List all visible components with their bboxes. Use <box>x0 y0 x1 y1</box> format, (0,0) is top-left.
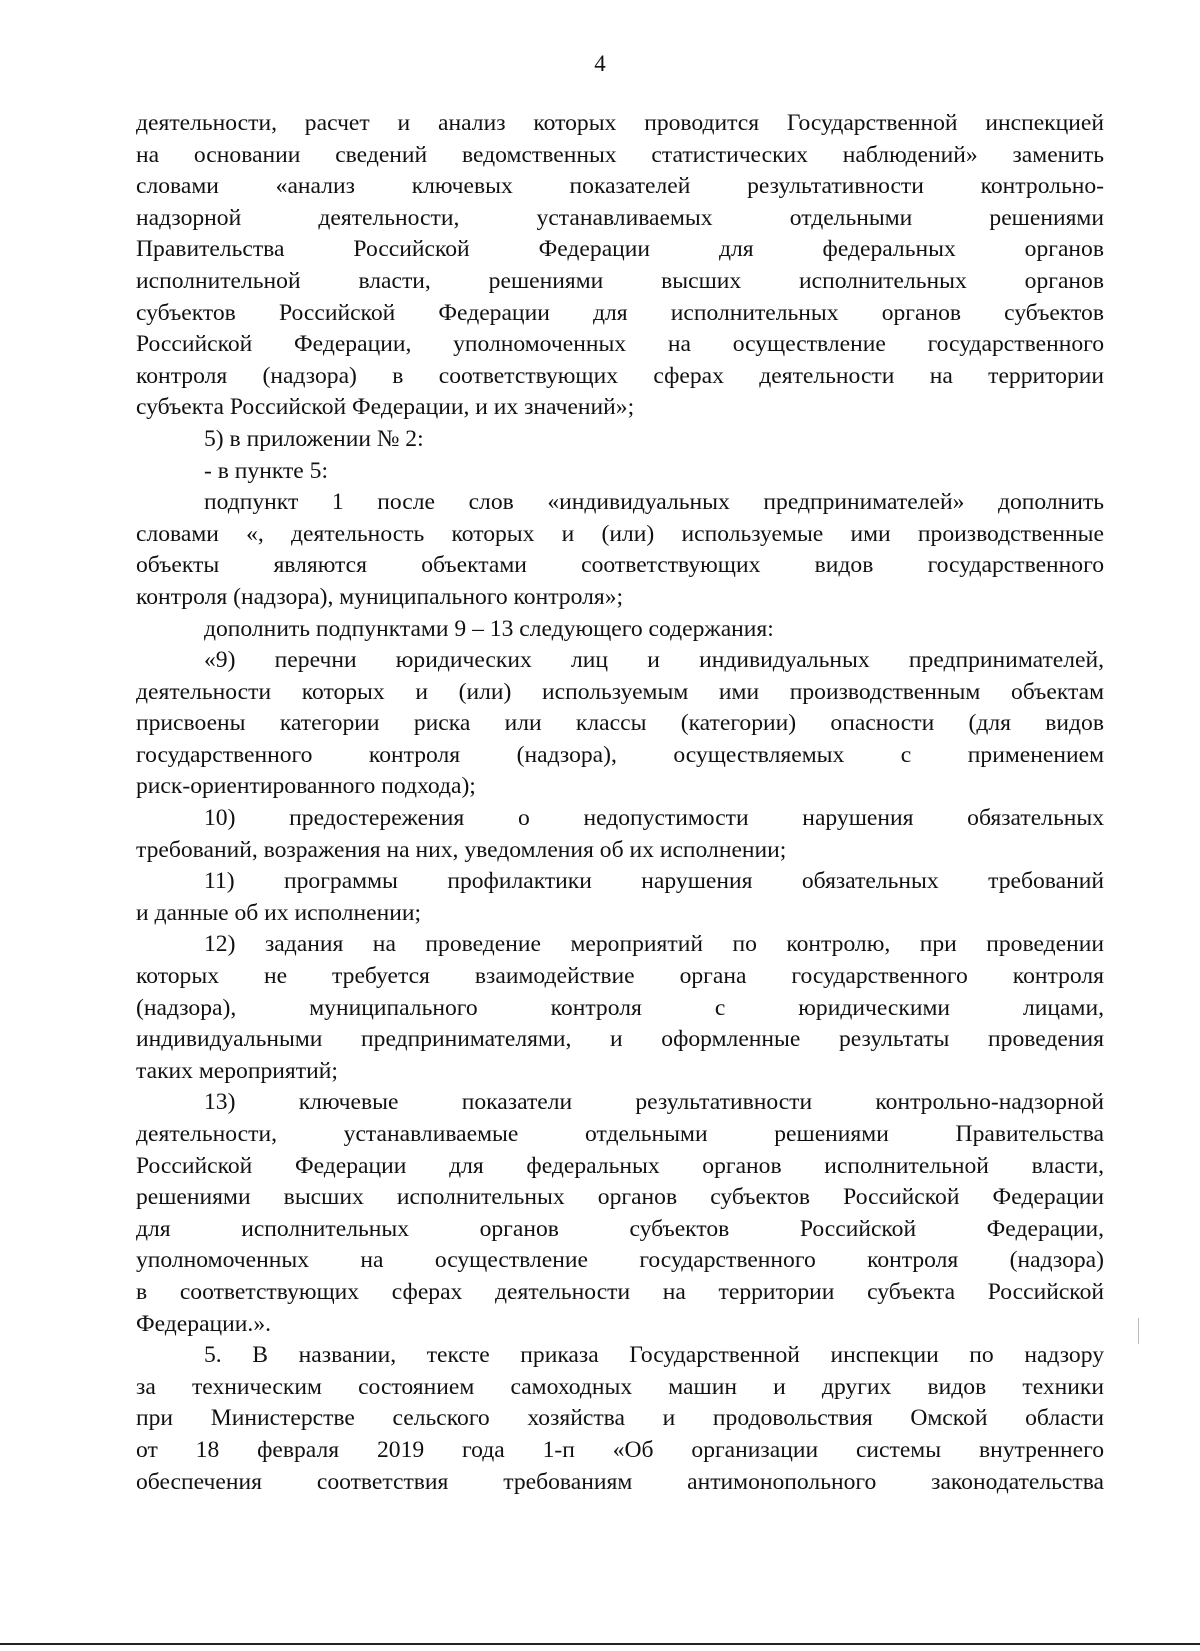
text-line: и данные об их исполнении; <box>136 899 422 926</box>
text-line: деятельности, расчет и анализ которых проводится Государственной инспекцией <box>136 110 1104 136</box>
document-body <box>136 108 1104 1498</box>
text-line: 12) задания на проведение мероприятий по контролю, при проведении <box>204 931 1104 958</box>
text-line: индивидуальными предпринимателями, и оформленные результаты проведения <box>136 1026 1104 1053</box>
text-line: «9) перечни юридических лиц и индивидуальных предпринимателей, <box>204 647 1104 674</box>
text-line: таких мероприятий; <box>136 1057 338 1084</box>
scan-artifact <box>1138 1318 1139 1344</box>
text-line: уполномоченных на осуществление государственного контроля (надзора) <box>136 1247 1104 1274</box>
text-line: словами «, деятельность которых и (или) используемые ими производственные <box>136 520 1104 547</box>
text-line: требований, возражения на них, уведомления об их исполнении; <box>136 836 787 863</box>
text-line: объекты являются объектами соответствующих видов государственного <box>136 552 1104 579</box>
text-line: которых не требуется взаимодействие органа государственного контроля <box>136 963 1104 990</box>
text-line: Российской Федерации для федеральных органов исполнительной власти, <box>136 1152 1104 1179</box>
page-bottom-border <box>0 1643 1200 1645</box>
text-line: дополнить подпунктами 9 – 13 следующего содержания: <box>204 615 774 642</box>
text-line: подпункт 1 после слов «индивидуальных предпринимателей» дополнить <box>204 489 1104 516</box>
text-line: в соответствующих сферах деятельности на территории субъекта Российской <box>136 1278 1104 1305</box>
text-line: за техническим состоянием самоходных машин и других видов техники <box>136 1373 1104 1400</box>
text-line: 5) в приложении № 2: <box>204 425 424 452</box>
text-line: исполнительной власти, решениями высших исполнительных органов <box>136 267 1104 294</box>
text-line: присвоены категории риска или классы (категории) опасности (для видов <box>136 710 1104 737</box>
text-line: субъекта Российской Федерации, и их значений»; <box>136 394 635 421</box>
text-line: государственного контроля (надзора), осуществляемых с применением <box>136 741 1104 768</box>
text-line: риск-ориентированного подхода); <box>136 773 476 800</box>
text-line: для исполнительных органов субъектов Российской Федерации, <box>136 1215 1104 1242</box>
text-line: контроля (надзора) в соответствующих сферах деятельности на территории <box>136 362 1104 389</box>
text-line: - в пункте 5: <box>204 457 329 484</box>
text-line: Правительства Российской Федерации для федеральных органов <box>136 236 1104 263</box>
page-number: 4 <box>594 51 606 76</box>
text-line: на основании сведений ведомственных статистических наблюдений» заменить <box>136 141 1104 168</box>
text-line: Федерации.». <box>136 1310 272 1337</box>
text-line: 5. В названии, тексте приказа Государственной инспекции по надзору <box>204 1342 1104 1369</box>
text-line: от 18 февраля 2019 года 1-п «Об организации системы внутреннего <box>136 1436 1104 1463</box>
text-line: обеспечения соответствия требованиям антимонопольного законодательства <box>136 1468 1104 1495</box>
text-line: субъектов Российской Федерации для исполнительных органов субъектов <box>136 299 1104 326</box>
text-line: Российской Федерации, уполномоченных на осуществление государственного <box>136 331 1104 358</box>
text-line: решениями высших исполнительных органов субъектов Российской Федерации <box>136 1184 1104 1211</box>
text-line: 11) программы профилактики нарушения обязательных требований <box>204 868 1104 895</box>
text-line: при Министерстве сельского хозяйства и продовольствия Омской области <box>136 1405 1104 1432</box>
text-line: надзорной деятельности, устанавливаемых отдельными решениями <box>136 204 1104 231</box>
text-line: (надзора), муниципального контроля с юридическими лицами, <box>136 994 1104 1021</box>
text-line: деятельности которых и (или) используемым ими производственным объектам <box>136 678 1104 705</box>
text-line: 10) предостережения о недопустимости нарушения обязательных <box>204 805 1104 832</box>
text-line: словами «анализ ключевых показателей результативности контрольно- <box>136 173 1104 200</box>
text-line: деятельности, устанавливаемые отдельными решениями Правительства <box>136 1121 1104 1147</box>
text-line: контроля (надзора), муниципального контроля»; <box>136 583 624 610</box>
text-line: 13) ключевые показатели результативности контрольно-надзорной <box>204 1089 1104 1116</box>
